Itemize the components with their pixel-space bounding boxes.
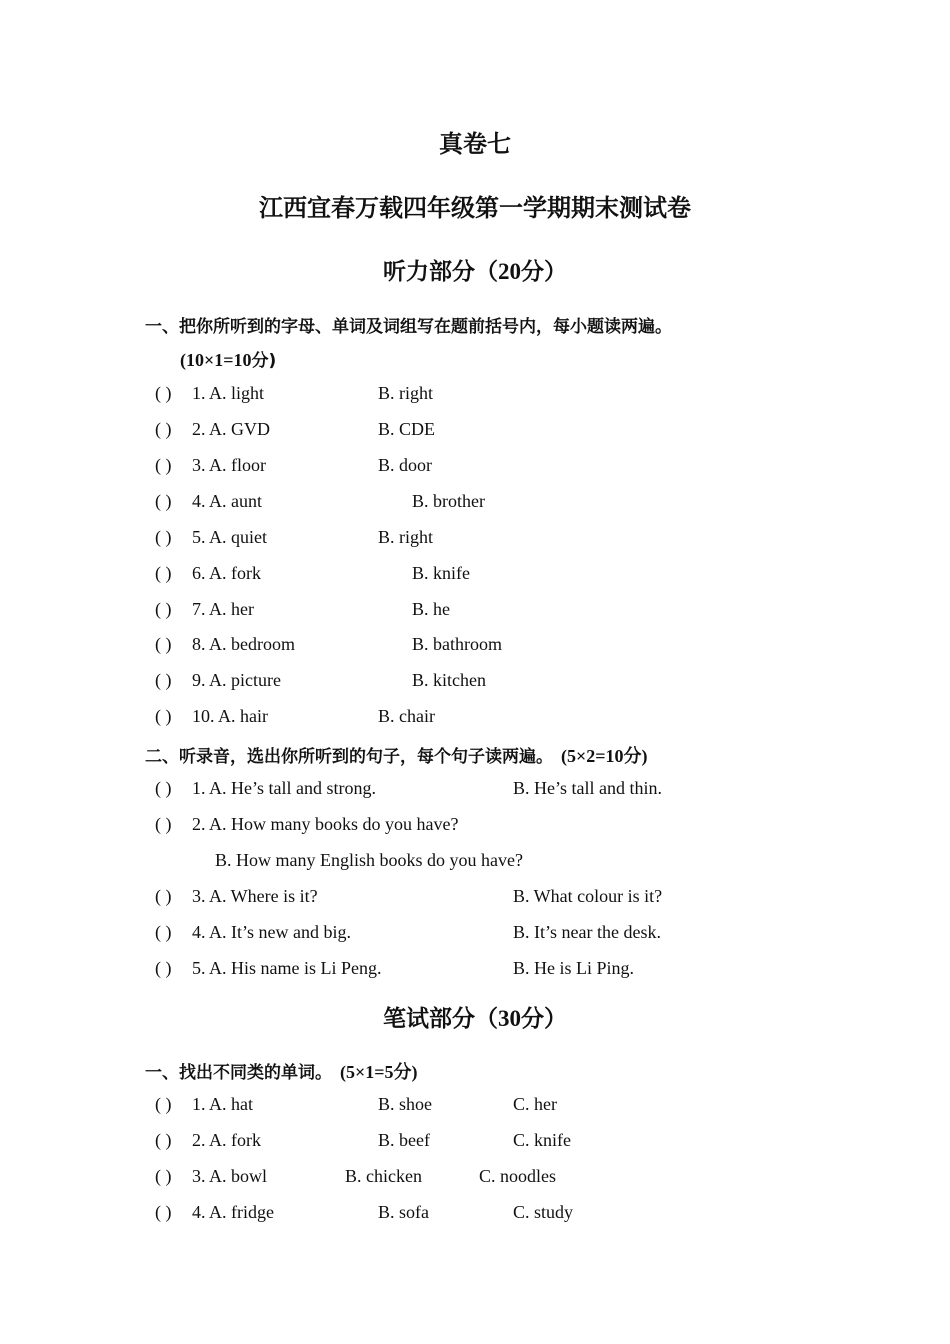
list-item <box>0 383 950 409</box>
answer-paren[interactable]: ( ) <box>155 1166 172 1186</box>
option-a: 10. A. hair <box>192 706 268 726</box>
answer-paren[interactable]: ( ) <box>155 1094 172 1114</box>
listening-part1-points-unit: 分) <box>251 351 277 371</box>
answer-paren[interactable]: ( ) <box>155 706 172 726</box>
listening-part2-text: 二、听录音，选出你所听到的句子，每个句子读两遍。 <box>145 747 553 767</box>
writing-part1-points: (5×1=5分) <box>340 1062 418 1082</box>
option-a: 4. A. fridge <box>192 1202 274 1222</box>
option-b: B. bathroom <box>412 634 502 654</box>
option-a: 3. A. Where is it? <box>192 886 318 906</box>
listening-part2-points: (5×2=10分) <box>561 746 648 766</box>
option-b: B. sofa <box>378 1202 429 1222</box>
option-a: 5. A. quiet <box>192 527 267 547</box>
list-item <box>0 958 950 984</box>
option-c: C. knife <box>513 1130 571 1150</box>
writing-title-suffix: 分） <box>521 1006 567 1032</box>
answer-paren[interactable]: ( ) <box>155 778 172 798</box>
listening-part1-points <box>180 346 276 371</box>
option-c: C. study <box>513 1202 574 1222</box>
option-a: 5. A. His name is Li Peng. <box>192 958 382 978</box>
option-a: 3. A. floor <box>192 455 266 475</box>
answer-paren[interactable]: ( ) <box>155 1202 172 1222</box>
option-a: 4. A. aunt <box>192 491 262 511</box>
option-b: B. right <box>378 527 434 547</box>
option-b: B. What colour is it? <box>513 886 663 906</box>
option-c: C. noodles <box>479 1166 557 1186</box>
answer-paren[interactable]: ( ) <box>155 670 172 690</box>
listening-part1-instruction: 一、把你所听到的字母、单词及词组写在题前括号内，每小题读两遍。 <box>145 317 672 337</box>
list-item <box>0 527 950 553</box>
option-a: 2. A. How many books do you have? <box>192 814 459 834</box>
option-a: 7. A. her <box>192 599 254 619</box>
list-item <box>0 778 950 804</box>
writing-section-title <box>0 1000 950 1033</box>
listening-title-text: 听力部分（ <box>383 259 498 285</box>
list-item <box>0 886 950 912</box>
list-item <box>0 599 950 625</box>
option-b: B. brother <box>412 491 485 511</box>
list-item <box>0 706 950 732</box>
list-item <box>0 1094 950 1120</box>
listening-part2-instruction <box>145 742 648 768</box>
writing-part1-text: 一、找出不同类的单词。 <box>145 1063 332 1083</box>
option-a: 1. A. hat <box>192 1094 253 1114</box>
option-b: B. beef <box>378 1130 430 1150</box>
option-b: B. door <box>378 455 432 475</box>
list-item <box>0 670 950 696</box>
option-b: B. shoe <box>378 1094 432 1114</box>
listening-part1-points-num: (10×1=10 <box>180 350 252 370</box>
list-item <box>0 814 950 840</box>
option-a: 1. A. light <box>192 383 265 403</box>
option-b: B. kitchen <box>412 670 486 690</box>
list-item <box>0 1202 950 1228</box>
option-b: B. chicken <box>345 1166 422 1186</box>
answer-paren[interactable]: ( ) <box>155 527 172 547</box>
option-b: B. He’s tall and thin. <box>513 778 662 798</box>
list-item <box>0 419 950 445</box>
answer-paren[interactable]: ( ) <box>155 922 172 942</box>
list-item <box>0 1130 950 1156</box>
listening-score: 20 <box>498 259 521 284</box>
option-b: B. he <box>412 599 450 619</box>
option-a: 2. A. GVD <box>192 419 271 439</box>
answer-paren[interactable]: ( ) <box>155 634 172 654</box>
exam-title: 江西宜春万载四年级第一学期期末测试卷 <box>259 194 691 222</box>
option-a: 9. A. picture <box>192 670 281 690</box>
option-a: 6. A. fork <box>192 563 261 583</box>
option-c: C. her <box>513 1094 557 1114</box>
answer-paren[interactable]: ( ) <box>155 958 172 978</box>
answer-paren[interactable]: ( ) <box>155 886 172 906</box>
answer-paren[interactable]: ( ) <box>155 455 172 475</box>
answer-paren[interactable]: ( ) <box>155 383 172 403</box>
answer-paren[interactable]: ( ) <box>155 491 172 511</box>
writing-title-text: 笔试部分（ <box>383 1006 498 1032</box>
option-b: B. How many English books do you have? <box>215 850 523 870</box>
option-b: B. chair <box>378 706 435 726</box>
list-item <box>0 634 950 660</box>
answer-paren[interactable]: ( ) <box>155 563 172 583</box>
list-item <box>0 491 950 517</box>
option-a: 8. A. bedroom <box>192 634 295 654</box>
writing-part1-instruction <box>145 1058 418 1084</box>
answer-paren[interactable]: ( ) <box>155 814 172 834</box>
volume-title: 真卷七 <box>439 130 511 158</box>
answer-paren[interactable]: ( ) <box>155 599 172 619</box>
option-b: B. He is Li Ping. <box>513 958 635 978</box>
listening-title-suffix: 分） <box>521 259 567 285</box>
answer-paren[interactable]: ( ) <box>155 1130 172 1150</box>
option-a: 3. A. bowl <box>192 1166 268 1186</box>
list-item-continuation <box>0 850 950 876</box>
option-a: 2. A. fork <box>192 1130 261 1150</box>
option-b: B. It’s near the desk. <box>513 922 661 942</box>
list-item <box>0 922 950 948</box>
option-a: 4. A. It’s new and big. <box>192 922 351 942</box>
option-b: B. right <box>378 383 434 403</box>
option-a: 1. A. He’s tall and strong. <box>192 778 376 798</box>
option-b: B. CDE <box>378 419 436 439</box>
list-item <box>0 455 950 481</box>
writing-score: 30 <box>498 1006 521 1031</box>
answer-paren[interactable]: ( ) <box>155 419 172 439</box>
list-item <box>0 563 950 589</box>
list-item <box>0 1166 950 1192</box>
listening-section-title <box>0 253 950 286</box>
option-b: B. knife <box>412 563 470 583</box>
